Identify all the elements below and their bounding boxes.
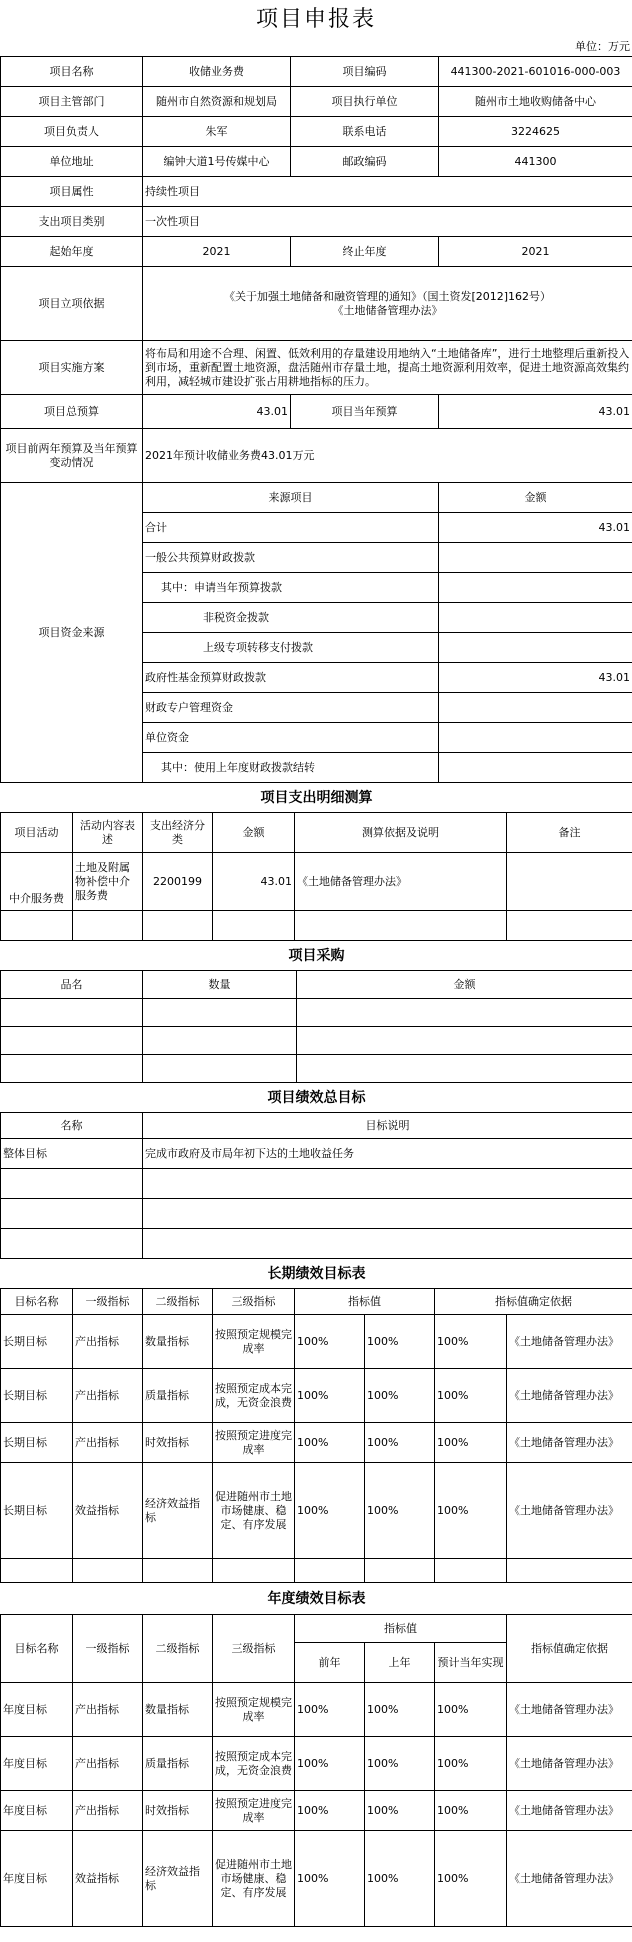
detail-amount: 43.01: [213, 853, 295, 911]
detail-activity: 中介服务费: [1, 853, 73, 911]
annual-name: 年度目标: [1, 1737, 73, 1791]
funding-row-name: 非税资金拨款: [143, 603, 439, 633]
annual-l3: 按照预定规模完成率: [213, 1683, 295, 1737]
start-label: 起始年度: [1, 237, 143, 267]
basis-line-1: 《关于加强土地储备和融资管理的通知》（国土资发[2012]162号）: [223, 289, 552, 303]
longterm-l1: 产出指标: [73, 1369, 143, 1423]
annual-l2: 经济效益指标: [143, 1831, 213, 1927]
longterm-v1: 100%: [295, 1423, 365, 1463]
annual-subheader: 预计当年实现: [435, 1643, 507, 1683]
funding-row-amount: 43.01: [439, 513, 632, 543]
longterm-l1: 产出指标: [73, 1423, 143, 1463]
funding-row-name: 政府性基金预算财政拨款: [143, 663, 439, 693]
project-name-value: 收储业务费: [143, 57, 291, 87]
annual-l1: 产出指标: [73, 1791, 143, 1831]
procure-header: 金额: [297, 971, 632, 999]
detail-header: 金额: [213, 813, 295, 853]
procure-header: 品名: [1, 971, 143, 999]
annual-l2: 时效指标: [143, 1791, 213, 1831]
funding-row-amount: [439, 753, 632, 783]
annual-l2: 数量指标: [143, 1683, 213, 1737]
funding-row-name: 上级专项转移支付拨款: [143, 633, 439, 663]
annual-header: 三级指标: [213, 1615, 295, 1683]
total-value: 43.01: [143, 395, 291, 429]
overall-desc: 完成市政府及市局年初下达的土地收益任务: [143, 1139, 632, 1169]
detail-content: 土地及附属物补偿中介服务费: [73, 853, 143, 911]
funding-row-amount: [439, 603, 632, 633]
annual-v2: 100%: [365, 1683, 435, 1737]
change-value: 2021年预计收储业务费43.01万元: [143, 429, 632, 483]
annual-basis: 《土地储备管理办法》: [507, 1791, 632, 1831]
annual-header: 二级指标: [143, 1615, 213, 1683]
longterm-v2: 100%: [365, 1423, 435, 1463]
longterm-v3: 100%: [435, 1315, 507, 1369]
longterm-l2: 质量指标: [143, 1369, 213, 1423]
detail-table: [0, 782, 632, 941]
funding-row-name: 一般公共预算财政拨款: [143, 543, 439, 573]
zip-value: 441300: [439, 147, 632, 177]
annual-v1: 100%: [295, 1737, 365, 1791]
detail-econ: 2200199: [143, 853, 213, 911]
procure-table: [0, 940, 632, 1083]
longterm-header: 二级指标: [143, 1289, 213, 1315]
funding-col-amount: 金额: [439, 483, 632, 513]
longterm-v1: 100%: [295, 1369, 365, 1423]
longterm-name: 长期目标: [1, 1369, 73, 1423]
longterm-l3: 按照预定成本完成，无资金浪费: [213, 1369, 295, 1423]
longterm-basis: 《土地储备管理办法》: [507, 1315, 632, 1369]
attr-value: 持续性项目: [143, 177, 632, 207]
longterm-header: 一级指标: [73, 1289, 143, 1315]
category-label: 支出项目类别: [1, 207, 143, 237]
longterm-v1: 100%: [295, 1315, 365, 1369]
funding-row-name: 其中：申请当年预算拨款: [143, 573, 439, 603]
funding-row-amount: [439, 633, 632, 663]
start-value: 2021: [143, 237, 291, 267]
annual-name: 年度目标: [1, 1791, 73, 1831]
longterm-l2: 数量指标: [143, 1315, 213, 1369]
basis-label: 项目立项依据: [1, 267, 143, 341]
annual-subheader: 前年: [295, 1643, 365, 1683]
basic-info-table: [0, 56, 632, 483]
end-label: 终止年度: [291, 237, 439, 267]
owner-label: 项目负责人: [1, 117, 143, 147]
phone-value: 3224625: [439, 117, 632, 147]
detail-header: 活动内容表述: [73, 813, 143, 853]
owner-value: 朱军: [143, 117, 291, 147]
address-label: 单位地址: [1, 147, 143, 177]
overall-table: [0, 1082, 632, 1259]
category-value: 一次性项目: [143, 207, 632, 237]
funding-row-name: 单位资金: [143, 723, 439, 753]
annual-basis: 《土地储备管理办法》: [507, 1737, 632, 1791]
longterm-v2: 100%: [365, 1463, 435, 1559]
longterm-header: 目标名称: [1, 1289, 73, 1315]
annual-l1: 产出指标: [73, 1737, 143, 1791]
annual-header: 一级指标: [73, 1615, 143, 1683]
attr-label: 项目属性: [1, 177, 143, 207]
funding-table: [0, 482, 632, 783]
longterm-l3: 促进随州市土地市场健康、稳定、有序发展: [213, 1463, 295, 1559]
funding-row-amount: [439, 543, 632, 573]
annual-v3: 100%: [435, 1683, 507, 1737]
longterm-v1: 100%: [295, 1463, 365, 1559]
annual-v2: 100%: [365, 1831, 435, 1927]
longterm-l1: 产出指标: [73, 1315, 143, 1369]
basis-value: [143, 267, 632, 341]
detail-basis: 《土地储备管理办法》: [295, 853, 507, 911]
overall-section-title: 项目绩效总目标: [1, 1083, 632, 1113]
detail-section-title: 项目支出明细测算: [1, 783, 632, 813]
annual-basis: 《土地储备管理办法》: [507, 1683, 632, 1737]
exec-value: 随州市土地收购储备中心: [439, 87, 632, 117]
funding-row-amount: [439, 693, 632, 723]
annual-header: 目标名称: [1, 1615, 73, 1683]
longterm-l3: 按照预定规模完成率: [213, 1315, 295, 1369]
address-value: 编钟大道1号传媒中心: [143, 147, 291, 177]
change-label: 项目前两年预算及当年预算变动情况: [1, 429, 143, 483]
longterm-l1: 效益指标: [73, 1463, 143, 1559]
longterm-basis: 《土地储备管理办法》: [507, 1369, 632, 1423]
funding-label: 项目资金来源: [1, 483, 143, 783]
annual-v2: 100%: [365, 1737, 435, 1791]
longterm-name: 长期目标: [1, 1423, 73, 1463]
longterm-header: 三级指标: [213, 1289, 295, 1315]
annual-v2: 100%: [365, 1791, 435, 1831]
annual-l3: 按照预定进度完成率: [213, 1791, 295, 1831]
page-title: 项目申报表: [255, 7, 376, 32]
funding-row-name: 合计: [143, 513, 439, 543]
annual-l3: 促进随州市土地市场健康、稳定、有序发展: [213, 1831, 295, 1927]
detail-header: 测算依据及说明: [295, 813, 507, 853]
longterm-table: [0, 1258, 632, 1583]
longterm-v3: 100%: [435, 1369, 507, 1423]
procure-section-title: 项目采购: [1, 941, 632, 971]
longterm-v2: 100%: [365, 1369, 435, 1423]
longterm-name: 长期目标: [1, 1315, 73, 1369]
funding-row-name: 财政专户管理资金: [143, 693, 439, 723]
dept-label: 项目主管部门: [1, 87, 143, 117]
end-value: 2021: [439, 237, 632, 267]
detail-header: 项目活动: [1, 813, 73, 853]
overall-header: 目标说明: [143, 1113, 632, 1139]
funding-row-amount: [439, 723, 632, 753]
longterm-basis: 《土地储备管理办法》: [507, 1463, 632, 1559]
longterm-name: 长期目标: [1, 1463, 73, 1559]
phone-label: 联系电话: [291, 117, 439, 147]
project-name-label: 项目名称: [1, 57, 143, 87]
total-label: 项目总预算: [1, 395, 143, 429]
overall-header: 名称: [1, 1113, 143, 1139]
project-code-value: 441300-2021-601016-000-003: [439, 57, 632, 87]
detail-note: [507, 853, 632, 911]
longterm-v3: 100%: [435, 1423, 507, 1463]
year-budget-value: 43.01: [439, 395, 632, 429]
annual-l3: 按照预定成本完成，无资金浪费: [213, 1737, 295, 1791]
longterm-header: 指标值确定依据: [435, 1289, 632, 1315]
annual-section-title: 年度绩效目标表: [1, 1583, 632, 1615]
annual-header: 指标值: [295, 1615, 507, 1643]
funding-row-name: 其中：使用上年度财政拨款结转: [143, 753, 439, 783]
longterm-header: 指标值: [295, 1289, 435, 1315]
annual-v1: 100%: [295, 1683, 365, 1737]
annual-name: 年度目标: [1, 1683, 73, 1737]
annual-l1: 效益指标: [73, 1831, 143, 1927]
longterm-basis: 《土地储备管理办法》: [507, 1423, 632, 1463]
funding-col-source: 来源项目: [143, 483, 439, 513]
detail-header: 备注: [507, 813, 632, 853]
longterm-v2: 100%: [365, 1315, 435, 1369]
unit-label: 单位：万元: [575, 40, 630, 53]
annual-table: [0, 1582, 632, 1927]
annual-v3: 100%: [435, 1791, 507, 1831]
annual-subheader: 上年: [365, 1643, 435, 1683]
year-budget-label: 项目当年预算: [291, 395, 439, 429]
annual-basis: 《土地储备管理办法》: [507, 1831, 632, 1927]
funding-row-amount: [439, 573, 632, 603]
annual-name: 年度目标: [1, 1831, 73, 1927]
zip-label: 邮政编码: [291, 147, 439, 177]
longterm-section-title: 长期绩效目标表: [1, 1259, 632, 1289]
annual-v3: 100%: [435, 1737, 507, 1791]
longterm-l3: 按照预定进度完成率: [213, 1423, 295, 1463]
exec-label: 项目执行单位: [291, 87, 439, 117]
detail-header: 支出经济分类: [143, 813, 213, 853]
annual-l2: 质量指标: [143, 1737, 213, 1791]
project-code-label: 项目编码: [291, 57, 439, 87]
overall-name: 整体目标: [1, 1139, 143, 1169]
procure-header: 数量: [143, 971, 297, 999]
longterm-l2: 时效指标: [143, 1423, 213, 1463]
longterm-v3: 100%: [435, 1463, 507, 1559]
dept-value: 随州市自然资源和规划局: [143, 87, 291, 117]
funding-row-amount: 43.01: [439, 663, 632, 693]
annual-l1: 产出指标: [73, 1683, 143, 1737]
annual-v3: 100%: [435, 1831, 507, 1927]
plan-label: 项目实施方案: [1, 341, 143, 395]
annual-header: 指标值确定依据: [507, 1615, 632, 1683]
basis-line-2: 《土地储备管理办法》: [332, 303, 443, 317]
longterm-l2: 经济效益指标: [143, 1463, 213, 1559]
annual-v1: 100%: [295, 1831, 365, 1927]
annual-v1: 100%: [295, 1791, 365, 1831]
plan-value: 将布局和用途不合理、闲置、低效利用的存量建设用地纳入“土地储备库”，进行土地整理后重新投入到市场，重新配置土地资源，盘活随州市存量土地，提高土地资源利用效率，促进土地资源高效集约利用，减轻城市建设扩张占用耕地指标的压力。: [143, 341, 632, 395]
